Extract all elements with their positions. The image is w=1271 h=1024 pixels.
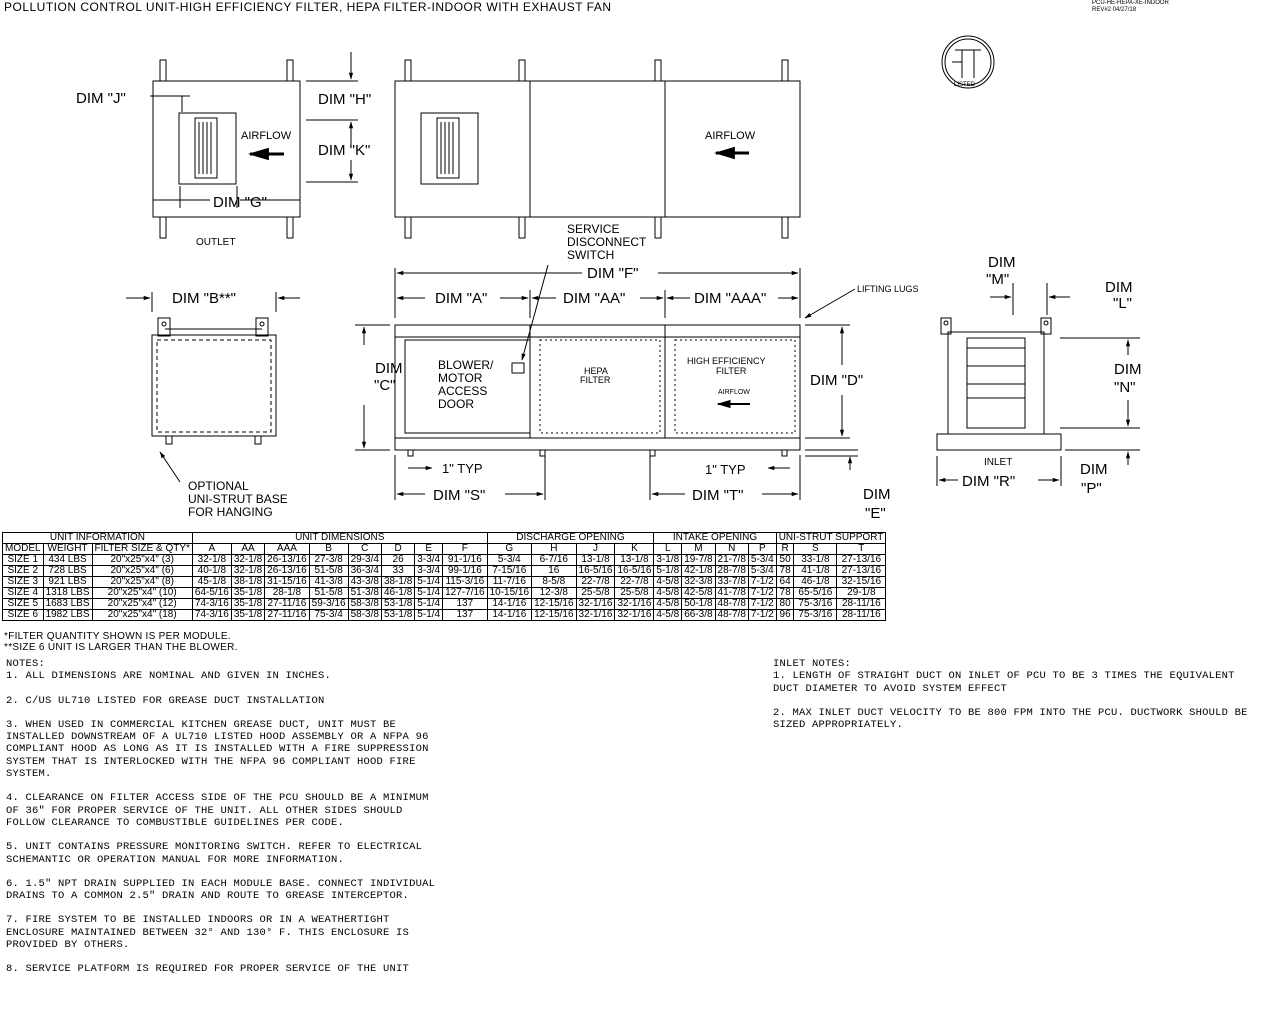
dim-j-label: DIM "J" bbox=[76, 90, 126, 107]
dim-e-label-1: DIM bbox=[863, 486, 891, 503]
etl-listed-text: LISTED bbox=[954, 82, 976, 88]
table-cell: 7-1/2 bbox=[748, 610, 776, 621]
table-row bbox=[3, 577, 886, 588]
table-header-row bbox=[3, 544, 886, 555]
table-cell: 51-5/8 bbox=[309, 588, 348, 599]
dim-n-label-2: "N" bbox=[1114, 379, 1136, 396]
table-cell: 1982 LBS bbox=[43, 610, 92, 621]
table-cell: 64 bbox=[776, 577, 794, 588]
table-cell: 8-5/8 bbox=[532, 577, 576, 588]
table-cell: 5-1/4 bbox=[415, 599, 443, 610]
table-cell: 29-3/4 bbox=[348, 555, 381, 566]
table-cell: 40-1/8 bbox=[192, 566, 231, 577]
column-header: P bbox=[748, 544, 776, 555]
table-cell: 13-1/8 bbox=[615, 555, 654, 566]
note-6: 6. 1.5" NPT DRAIN SUPPLIED IN EACH MODULE BASE. CONNECT INDIVIDUAL DRAINS TO A COMMON 2.5" DRAIN AND ROUTE TO GREASE INTERCEPTOR. bbox=[6, 877, 436, 903]
he-filter-label-2: FILTER bbox=[716, 366, 747, 376]
table-cell: 127-7/16 bbox=[443, 588, 487, 599]
footnote-size6: **SIZE 6 UNIT IS LARGER THAN THE BLOWER. bbox=[4, 642, 238, 653]
dim-b-label: DIM "B**" bbox=[172, 290, 236, 307]
lifting-lugs-label: LIFTING LUGS bbox=[857, 284, 919, 294]
table-cell: 137 bbox=[443, 599, 487, 610]
optional-label-2: UNI-STRUT BASE bbox=[188, 492, 288, 506]
table-cell: 22-7/8 bbox=[576, 577, 615, 588]
table-cell: 5-3/4 bbox=[748, 566, 776, 577]
table-cell: 38-1/8 bbox=[381, 577, 414, 588]
table-cell: 48-7/8 bbox=[715, 610, 748, 621]
table-cell: 27-13/16 bbox=[837, 566, 886, 577]
table-cell: 45-1/8 bbox=[192, 577, 231, 588]
table-cell: 43-3/8 bbox=[348, 577, 381, 588]
table-cell: 20"x25"x4" (12) bbox=[92, 599, 192, 610]
table-cell: 14-1/16 bbox=[487, 610, 531, 621]
table-cell: 20"x25"x4" (6) bbox=[92, 566, 192, 577]
table-cell: 36-3/4 bbox=[348, 566, 381, 577]
table-cell: 29-1/8 bbox=[837, 588, 886, 599]
table-cell: SIZE 6 bbox=[3, 610, 44, 621]
table-cell: 31-15/16 bbox=[265, 577, 309, 588]
dim-a-label: DIM "A" bbox=[435, 290, 488, 307]
table-cell: 53-1/8 bbox=[381, 610, 414, 621]
he-filter-label-1: HIGH EFFICIENCY bbox=[687, 356, 766, 366]
table-cell: 27-3/8 bbox=[309, 555, 348, 566]
table-cell: 5-3/4 bbox=[748, 555, 776, 566]
table-cell: 38-1/8 bbox=[231, 577, 264, 588]
table-cell: 4-5/8 bbox=[654, 599, 682, 610]
group-intake-opening: INTAKE OPENING bbox=[654, 533, 776, 544]
blower-label-3: ACCESS bbox=[438, 384, 488, 398]
table-cell: 6-7/16 bbox=[532, 555, 576, 566]
etl-listed-mark bbox=[942, 36, 994, 88]
dim-aa-label: DIM "AA" bbox=[563, 290, 626, 307]
blower-label-4: DOOR bbox=[438, 397, 474, 411]
table-cell: 33-1/8 bbox=[794, 555, 837, 566]
table-cell: 75-3/16 bbox=[794, 610, 837, 621]
column-header: M bbox=[682, 544, 715, 555]
table-cell: 28-7/8 bbox=[715, 566, 748, 577]
table-cell: 59-3/16 bbox=[309, 599, 348, 610]
table-cell: 91-1/16 bbox=[443, 555, 487, 566]
table-row bbox=[3, 555, 886, 566]
column-header: B bbox=[309, 544, 348, 555]
inlet-notes-heading: INLET NOTES: bbox=[773, 658, 852, 670]
column-header: FILTER SIZE & QTY* bbox=[92, 544, 192, 555]
column-header: MODEL bbox=[3, 544, 44, 555]
dim-g-label: DIM "G" bbox=[213, 194, 267, 211]
table-cell: 48-7/8 bbox=[715, 599, 748, 610]
column-header: N bbox=[715, 544, 748, 555]
outlet-label: OUTLET bbox=[196, 237, 236, 248]
table-cell: 74-3/16 bbox=[192, 599, 231, 610]
outlet-top-view bbox=[150, 60, 300, 238]
table-cell: 7-15/16 bbox=[487, 566, 531, 577]
column-header: E bbox=[415, 544, 443, 555]
group-unit-dimensions: UNIT DIMENSIONS bbox=[192, 533, 487, 544]
blower-label-1: BLOWER/ bbox=[438, 358, 494, 372]
note-5: 5. UNIT CONTAINS PRESSURE MONITORING SWITCH. REFER TO ELECTRICAL SCHEMANTIC OR OPERATION MANUAL FOR MORE INFORMATION. bbox=[6, 841, 423, 866]
table-cell: 16 bbox=[532, 566, 576, 577]
table-cell: 96 bbox=[776, 610, 794, 621]
table-cell: 1318 LBS bbox=[43, 588, 92, 599]
column-header: G bbox=[487, 544, 531, 555]
table-cell: 12-3/8 bbox=[532, 588, 576, 599]
table-cell: 58-3/8 bbox=[348, 610, 381, 621]
ref-revision: REV#2 04/27/18 bbox=[1092, 7, 1137, 13]
table-cell: 32-3/8 bbox=[682, 577, 715, 588]
table-cell: 5-1/4 bbox=[415, 588, 443, 599]
drawing-title: POLLUTION CONTROL UNIT-HIGH EFFICIENCY FILTER, HEPA FILTER-INDOOR WITH EXHAUST FAN bbox=[4, 0, 612, 14]
table-cell: 51-5/8 bbox=[309, 566, 348, 577]
table-cell: 28-11/16 bbox=[837, 610, 886, 621]
dim-f-label: DIM "F" bbox=[587, 265, 639, 282]
group-uni-strut-support: UNI-STRUT SUPPORT bbox=[776, 533, 886, 544]
notes-heading: NOTES: bbox=[6, 658, 46, 670]
table-cell: 921 LBS bbox=[43, 577, 92, 588]
column-header: WEIGHT bbox=[43, 544, 92, 555]
table-cell: 26 bbox=[381, 555, 414, 566]
table-cell: 75-3/4 bbox=[309, 610, 348, 621]
plan-airflow-label: AIRFLOW bbox=[705, 130, 756, 142]
dim-l-label-2: "L" bbox=[1113, 295, 1132, 312]
table-group-row bbox=[3, 533, 886, 544]
table-cell: 11-7/16 bbox=[487, 577, 531, 588]
table-cell: 32-1/16 bbox=[576, 610, 615, 621]
table-cell: 50-1/8 bbox=[682, 599, 715, 610]
table-cell: 12-15/16 bbox=[532, 599, 576, 610]
table-cell: 42-5/8 bbox=[682, 588, 715, 599]
unit-right-end-view bbox=[937, 318, 1061, 450]
table-cell: 10-15/16 bbox=[487, 588, 531, 599]
table-row bbox=[3, 599, 886, 610]
table-cell: 53-1/8 bbox=[381, 599, 414, 610]
unit-plan-view bbox=[395, 60, 800, 238]
service-label-1: SERVICE bbox=[567, 222, 620, 236]
note-1: 1. ALL DIMENSIONS ARE NOMINAL AND GIVEN IN INCHES. bbox=[6, 670, 332, 683]
table-cell: 58-3/8 bbox=[348, 599, 381, 610]
table-cell: 137 bbox=[443, 610, 487, 621]
table-row bbox=[3, 610, 886, 621]
table-cell: 28-11/16 bbox=[837, 599, 886, 610]
column-header: D bbox=[381, 544, 414, 555]
ref-number: PCU-HE-HEPA-XE-INDOOR bbox=[1092, 0, 1169, 6]
he-airflow-label: AIRFLOW bbox=[718, 389, 750, 396]
table-cell: 434 LBS bbox=[43, 555, 92, 566]
table-cell: 13-1/8 bbox=[576, 555, 615, 566]
table-cell: 22-7/8 bbox=[615, 577, 654, 588]
table-cell: 4-5/8 bbox=[654, 588, 682, 599]
table-cell: 32-15/16 bbox=[837, 577, 886, 588]
service-label-3: SWITCH bbox=[567, 248, 615, 262]
column-header: K bbox=[615, 544, 654, 555]
table-cell: SIZE 3 bbox=[3, 577, 44, 588]
table-cell: 28-1/8 bbox=[265, 588, 309, 599]
table-cell: 5-1/8 bbox=[654, 566, 682, 577]
table-cell: 20"x25"x4" (10) bbox=[92, 588, 192, 599]
dim-m-label-1: DIM bbox=[988, 254, 1016, 271]
hepa-label-2: FILTER bbox=[580, 375, 611, 385]
table-cell: 27-11/16 bbox=[265, 599, 309, 610]
table-cell: 46-1/8 bbox=[794, 577, 837, 588]
inlet-note-1: 1. LENGTH OF STRAIGHT DUCT ON INLET OF PCU TO BE 3 TIMES THE EQUIVALENT DUCT DIAMETER TO AVOID SYSTEM EFFECT bbox=[773, 670, 1235, 695]
table-cell: 46-1/8 bbox=[381, 588, 414, 599]
typ-label-1: 1" TYP bbox=[442, 461, 483, 476]
table-cell: 42-1/8 bbox=[682, 566, 715, 577]
table-cell: 4-5/8 bbox=[654, 610, 682, 621]
table-cell: 20"x25"x4" (8) bbox=[92, 577, 192, 588]
dim-k-label: DIM "K" bbox=[318, 142, 371, 159]
table-cell: 51-3/8 bbox=[348, 588, 381, 599]
column-header: A bbox=[192, 544, 231, 555]
table-cell: 32-1/16 bbox=[576, 599, 615, 610]
dim-d-label: DIM "D" bbox=[810, 372, 864, 389]
column-header: R bbox=[776, 544, 794, 555]
table-cell: 7-1/2 bbox=[748, 577, 776, 588]
table-cell: 32-1/8 bbox=[231, 566, 264, 577]
column-header: F bbox=[443, 544, 487, 555]
note-2: 2. C/US UL710 LISTED FOR GREASE DUCT INSTALLATION bbox=[6, 694, 325, 707]
unit-left-end-view bbox=[152, 318, 276, 444]
table-cell: 14-1/16 bbox=[487, 599, 531, 610]
column-header: C bbox=[348, 544, 381, 555]
group-unit-information: UNIT INFORMATION bbox=[3, 533, 193, 544]
table-cell: 41-7/8 bbox=[715, 588, 748, 599]
table-cell: SIZE 5 bbox=[3, 599, 44, 610]
table-cell: 16-5/16 bbox=[576, 566, 615, 577]
dim-e-label-2: "E" bbox=[865, 505, 886, 522]
general-notes bbox=[6, 658, 436, 988]
table-cell: 20"x25"x4" (3) bbox=[92, 555, 192, 566]
dim-aaa-label: DIM "AAA" bbox=[694, 290, 767, 307]
table-cell: 66-3/8 bbox=[682, 610, 715, 621]
note-3: 3. WHEN USED IN COMMERCIAL KITCHEN GREASE DUCT, UNIT MUST BE INSTALLED DOWNSTREAM OF A UL710 LISTED HOOD ASSEMBLY OR A NFPA 96 COMPLIANT HOOD AS LONG AS IT IS INSTALLED WITH A FIRE SUPPRESSION SYSTEM THAT IS INTERLOCKED WITH THE NFPA 96 COMPLIANT HOOD FIRE SYSTEM. bbox=[6, 718, 429, 781]
table-cell: 75-3/16 bbox=[794, 599, 837, 610]
table-cell: 50 bbox=[776, 555, 794, 566]
column-header: T bbox=[837, 544, 886, 555]
table-cell: 5-1/4 bbox=[415, 610, 443, 621]
table-cell: 74-3/16 bbox=[192, 610, 231, 621]
note-8: 8. SERVICE PLATFORM IS REQUIRED FOR PROPER SERVICE OF THE UNIT bbox=[6, 963, 410, 976]
table-cell: 20"x25"x4" (18) bbox=[92, 610, 192, 621]
table-cell: 78 bbox=[776, 566, 794, 577]
table-cell: 25-5/8 bbox=[576, 588, 615, 599]
table-cell: SIZE 1 bbox=[3, 555, 44, 566]
column-header: S bbox=[794, 544, 837, 555]
table-cell: 4-5/8 bbox=[654, 577, 682, 588]
table-cell: 3-3/4 bbox=[415, 566, 443, 577]
column-header: H bbox=[532, 544, 576, 555]
table-cell: 32-1/8 bbox=[192, 555, 231, 566]
hepa-label-1: HEPA bbox=[584, 366, 608, 376]
table-cell: 26-13/16 bbox=[265, 566, 309, 577]
table-cell: 16-5/16 bbox=[615, 566, 654, 577]
column-header: L bbox=[654, 544, 682, 555]
table-cell: SIZE 2 bbox=[3, 566, 44, 577]
dim-r-label: DIM "R" bbox=[962, 473, 1016, 490]
table-cell: 3-3/4 bbox=[415, 555, 443, 566]
table-cell: 7-1/2 bbox=[748, 599, 776, 610]
service-label-2: DISCONNECT bbox=[567, 235, 647, 249]
table-cell: 1683 LBS bbox=[43, 599, 92, 610]
footnote-filter: *FILTER QUANTITY SHOWN IS PER MODULE. bbox=[4, 631, 231, 642]
table-cell: 21-7/8 bbox=[715, 555, 748, 566]
table-cell: 7-1/2 bbox=[748, 588, 776, 599]
table-cell: 32-1/16 bbox=[615, 610, 654, 621]
dim-t-label: DIM "T" bbox=[692, 487, 744, 504]
dim-c-label-2: "C" bbox=[374, 377, 396, 394]
outlet-airflow-label: AIRFLOW bbox=[241, 130, 292, 142]
inlet-notes bbox=[773, 658, 1253, 743]
table-cell: 35-1/8 bbox=[231, 599, 264, 610]
table-cell: 5-3/4 bbox=[487, 555, 531, 566]
dim-m-label-2: "M" bbox=[986, 271, 1010, 288]
dim-n-label-1: DIM bbox=[1114, 361, 1142, 378]
table-cell: 27-11/16 bbox=[265, 610, 309, 621]
table-cell: 35-1/8 bbox=[231, 610, 264, 621]
table-cell: 41-1/8 bbox=[794, 566, 837, 577]
table-cell: 99-1/16 bbox=[443, 566, 487, 577]
table-cell: 41-3/8 bbox=[309, 577, 348, 588]
dim-s-label: DIM "S" bbox=[433, 487, 486, 504]
dim-c-label-1: DIM bbox=[375, 360, 403, 377]
table-cell: 80 bbox=[776, 599, 794, 610]
dim-p-label-2: "P" bbox=[1081, 480, 1102, 497]
table-cell: 32-1/8 bbox=[231, 555, 264, 566]
table-cell: 78 bbox=[776, 588, 794, 599]
blower-label-2: MOTOR bbox=[438, 371, 483, 385]
table-cell: 26-13/16 bbox=[265, 555, 309, 566]
table-cell: 64-5/16 bbox=[192, 588, 231, 599]
column-header: J bbox=[576, 544, 615, 555]
unit-spec-table bbox=[2, 532, 886, 621]
table-row bbox=[3, 566, 886, 577]
table-cell: SIZE 4 bbox=[3, 588, 44, 599]
dim-p-label-1: DIM bbox=[1080, 461, 1108, 478]
inlet-note-2: 2. MAX INLET DUCT VELOCITY TO BE 800 FPM INTO THE PCU. DUCTWORK SHOULD BE SIZED APPROPRIATELY. bbox=[773, 706, 1248, 732]
table-cell: 27-13/16 bbox=[837, 555, 886, 566]
table-cell: 3-1/8 bbox=[654, 555, 682, 566]
table-cell: 33 bbox=[381, 566, 414, 577]
typ-label-2: 1" TYP bbox=[705, 462, 746, 477]
column-header: AA bbox=[231, 544, 264, 555]
table-cell: 32-1/16 bbox=[615, 599, 654, 610]
table-cell: 65-5/16 bbox=[794, 588, 837, 599]
table-cell: 19-7/8 bbox=[682, 555, 715, 566]
note-7: 7. FIRE SYSTEM TO BE INSTALLED INDOORS OR IN A WEATHERTIGHT ENCLOSURE MAINTAINED BETWEEN 32° AND 130° F. THIS ENCLOSURE IS PROVIDED BY OTHERS. bbox=[6, 914, 410, 952]
inlet-label: INLET bbox=[984, 457, 1013, 468]
column-header: AAA bbox=[265, 544, 309, 555]
table-cell: 33-7/8 bbox=[715, 577, 748, 588]
table-cell: 5-1/4 bbox=[415, 577, 443, 588]
table-cell: 25-5/8 bbox=[615, 588, 654, 599]
group-discharge-opening: DISCHARGE OPENING bbox=[487, 533, 654, 544]
dim-l-label-1: DIM bbox=[1105, 279, 1133, 296]
table-cell: 728 LBS bbox=[43, 566, 92, 577]
table-cell: 35-1/8 bbox=[231, 588, 264, 599]
table-row bbox=[3, 588, 886, 599]
table-body bbox=[3, 555, 886, 621]
table-cell: 115-3/16 bbox=[443, 577, 487, 588]
optional-label-1: OPTIONAL bbox=[188, 479, 249, 493]
dim-h-label: DIM "H" bbox=[318, 91, 372, 108]
note-4: 4. CLEARANCE ON FILTER ACCESS SIDE OF THE PCU SHOULD BE A MINIMUM OF 36" FOR PROPER SERVICE OF THE UNIT. ALL OTHER SIDES SHOULD FOLLOW CLEARANCE TO COMBUSTIBLE GUIDELINES PER CODE. bbox=[6, 792, 429, 829]
table-cell: 12-15/16 bbox=[532, 610, 576, 621]
optional-label-3: FOR HANGING bbox=[188, 505, 273, 519]
